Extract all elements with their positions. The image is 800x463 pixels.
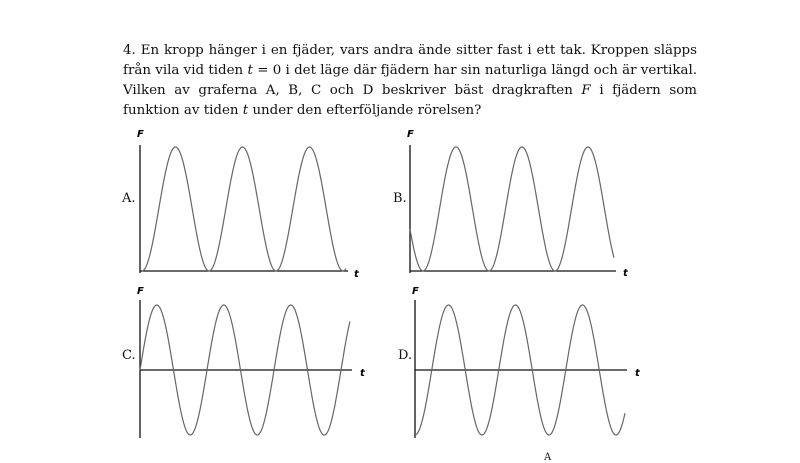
graph-d xyxy=(395,282,645,440)
footer-mark: A xyxy=(544,452,552,463)
graph-b xyxy=(390,125,640,280)
graph-c-label: C. xyxy=(122,348,136,363)
graph-b-x-axis-label: t xyxy=(623,268,628,279)
graph-d-label: D. xyxy=(398,348,413,363)
force-variable: F xyxy=(581,83,591,98)
question-text xyxy=(123,41,697,121)
question-mid: i fjädern som funktion av tiden xyxy=(123,83,697,118)
graph-c-y-axis-label: F xyxy=(137,286,144,297)
graph-c xyxy=(120,282,370,440)
graph-b-y-axis-label: F xyxy=(407,129,414,140)
graph-a-x-axis-label: t xyxy=(354,269,359,280)
graph-d-x-axis-label: t xyxy=(635,368,640,379)
time-variable: t xyxy=(247,63,253,78)
question-number: 4. xyxy=(123,43,136,58)
question-eq: = 0 i det läge där fjädern har sin naturliga längd och är vertikal. Vilken av graferna A, B, C och D beskriver bäst dragkraften xyxy=(123,63,698,98)
graph-a xyxy=(120,125,370,280)
graph-b-label: B. xyxy=(393,191,407,206)
question-tail: under den efterföljande rörelsen? xyxy=(252,103,482,118)
time-variable-2: t xyxy=(242,103,249,118)
graph-a-y-axis-label: F xyxy=(137,129,144,140)
question-lead: En kropp hänger i en fjäder, vars andra ände sitter fast i ett tak. Kroppen släpps från vila vid tiden xyxy=(123,43,697,78)
graph-a-label: A. xyxy=(122,191,136,206)
graph-d-y-axis-label: F xyxy=(412,286,419,297)
graph-c-x-axis-label: t xyxy=(360,368,365,379)
graph-a-curve xyxy=(142,147,346,271)
graph-b-curve xyxy=(410,147,614,271)
